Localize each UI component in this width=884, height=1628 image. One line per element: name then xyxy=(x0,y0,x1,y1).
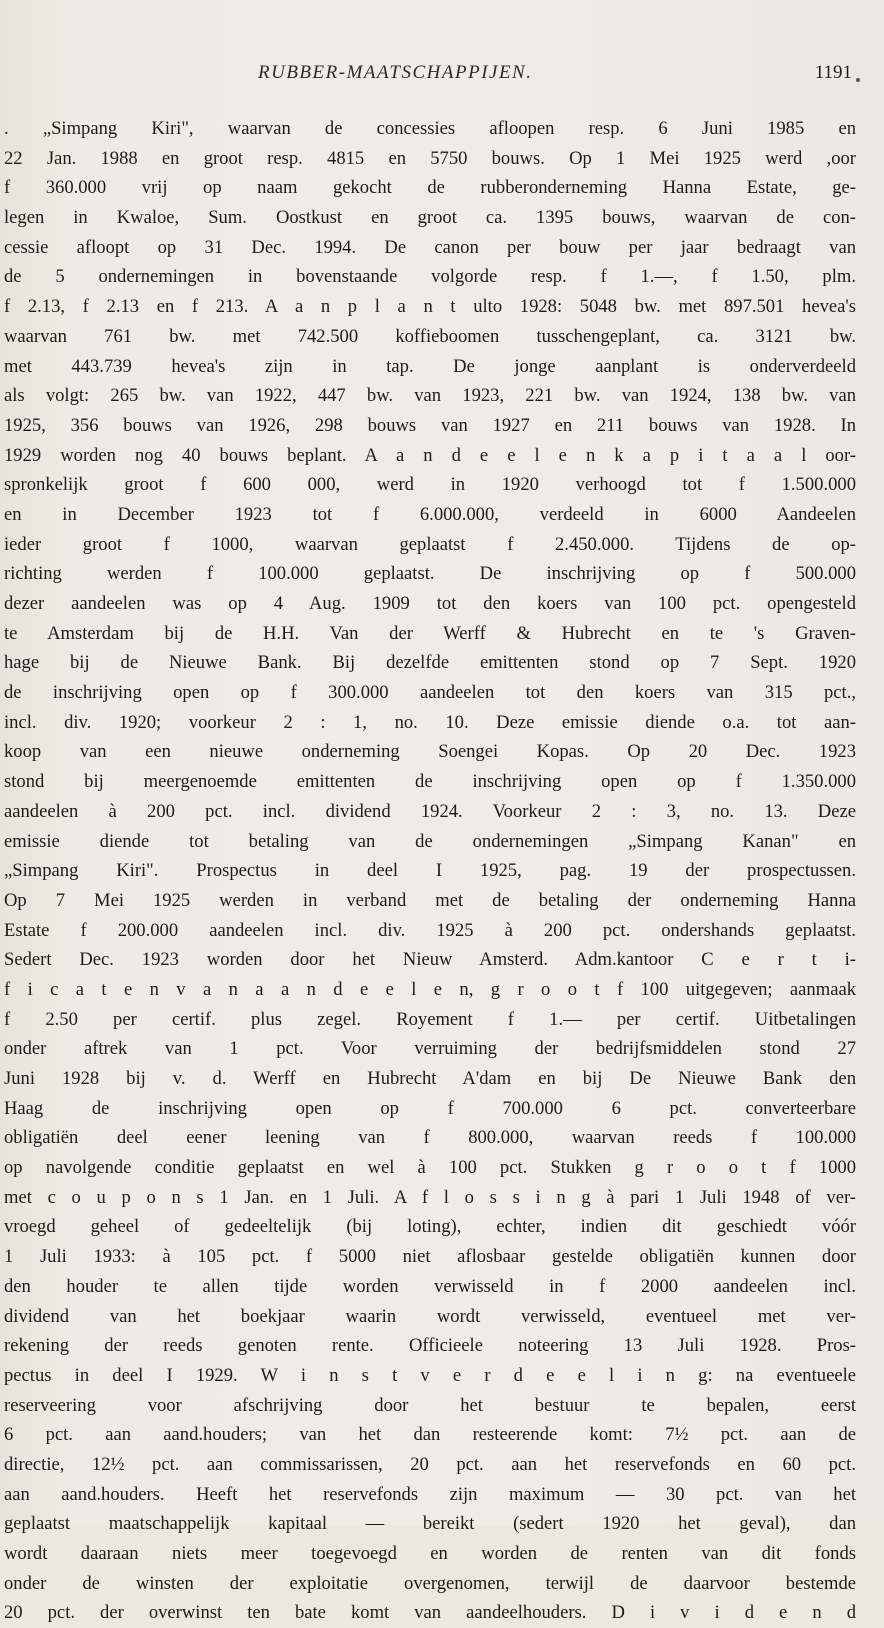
text-line: hage bij de Nieuwe Bank. Bij dezelfde emittenten stond op 7 Sept. 1920 xyxy=(4,652,856,674)
text-line: als volgt: 265 bw. van 1922, 447 bw. van 1923, 221 bw. van 1924, 138 bw. van xyxy=(4,385,856,407)
text-line: richting werden f 100.000 geplaatst. De inschrijving op f 500.000 xyxy=(4,563,856,585)
text-line: de 5 ondernemingen in bovenstaande volgorde resp. f 1.—, f 1.50, plm. xyxy=(4,266,856,288)
text-line: dezer aandeelen was op 4 Aug. 1909 tot den koers van 100 pct. opengesteld xyxy=(4,593,856,614)
text-line: Haag de inschrijving open op f 700.000 6 pct. converteerbare xyxy=(4,1097,856,1119)
print-speck xyxy=(856,78,860,82)
page-number: 1191 xyxy=(814,62,852,83)
text-line: en in December 1923 tot f 6.000.000, verdeeld in 6000 Aandeelen xyxy=(4,503,856,525)
body-text xyxy=(0,114,870,1628)
text-line: onder de winsten der exploitatie overgenomen, terwijl de daarvoor bestemde xyxy=(4,1572,856,1594)
text-line: Estate f 200.000 aandeelen incl. div. 1925 à 200 pct. ondershands geplaatst. xyxy=(4,919,856,941)
text-line: „Simpang Kiri". Prospectus in deel I 1925, pag. 19 der prospectussen. xyxy=(4,860,856,882)
text-line: 22 Jan. 1988 en groot resp. 4815 en 5750 bouws. Op 1 Mei 1925 werd ,oor xyxy=(4,147,856,169)
text-line: incl. div. 1920; voorkeur 2 : 1, no. 10. Deze emissie diende o.a. tot aan- xyxy=(4,711,856,733)
text-line: f i c a t e n v a n a a n d e e l e n, g r o o t f 100 uitgegeven; aanmaak xyxy=(4,978,856,1000)
text-line: legen in Kwaloe, Sum. Oostkust en groot ca. 1395 bouws, waarvan de con- xyxy=(4,207,856,229)
text-line: f 2.50 per certif. plus zegel. Royement f 1.— per certif. Uitbetalingen xyxy=(4,1008,856,1030)
text-line: met 443.739 hevea's zijn in tap. De jonge aanplant is onderverdeeld xyxy=(4,355,856,377)
text-line: aan aand.houders. Heeft het reservefonds zijn maximum — 30 pct. van het xyxy=(4,1483,856,1505)
text-line: stond bij meergenoemde emittenten de inschrijving open op f 1.350.000 xyxy=(4,771,856,793)
text-line: wordt daaraan niets meer toegevoegd en worden de renten van dit fonds xyxy=(4,1543,856,1564)
text-line: dividend van het boekjaar waarin wordt verwisseld, eventueel met ver- xyxy=(4,1305,856,1327)
text-line: onder aftrek van 1 pct. Voor verruiming der bedrijfsmiddelen stond 27 xyxy=(4,1038,856,1060)
text-line: te Amsterdam bij de H.H. Van der Werff & Hubrecht en te 's Graven- xyxy=(4,622,856,644)
text-line: Op 7 Mei 1925 werden in verband met de betaling der onderneming Hanna xyxy=(4,889,856,911)
text-line: 20 pct. der overwinst ten bate komt van aandeelhouders. D i v i d e n d xyxy=(4,1602,856,1624)
text-line: vroegd geheel of gedeeltelijk (bij loting), echter, indien dit geschiedt vóór xyxy=(4,1216,856,1238)
text-line: 1 Juli 1933: à 105 pct. f 5000 niet aflosbaar gestelde obligatiën kunnen door xyxy=(4,1246,856,1268)
text-line: f 2.13, f 2.13 en f 213. A a n p l a n t ulto 1928: 5048 bw. met 897.501 hevea's xyxy=(4,296,856,318)
text-line: 1925, 356 bouws van 1926, 298 bouws van 1927 en 211 bouws van 1928. In xyxy=(4,414,856,436)
text-line: koop van een nieuwe onderneming Soengei Kopas. Op 20 Dec. 1923 xyxy=(4,741,856,763)
text-line: obligatiën deel eener leening van f 800.000, waarvan reeds f 100.000 xyxy=(4,1127,856,1149)
text-line: ieder groot f 1000, waarvan geplaatst f 2.450.000. Tijdens de op- xyxy=(4,533,856,555)
text-line: rekening der reeds genoten rente. Officieele noteering 13 Juli 1928. Pros- xyxy=(4,1335,856,1357)
text-line: emissie diende tot betaling van de ondernemingen „Simpang Kanan" en xyxy=(4,830,856,852)
text-line: . „Simpang Kiri", waarvan de concessies afloopen resp. 6 Juni 1985 en xyxy=(4,118,856,139)
text-line: waarvan 761 bw. met 742.500 koffieboomen tusschengeplant, ca. 3121 bw. xyxy=(4,325,856,347)
text-line: 6 pct. aan aand.houders; van het dan resteerende komt: 7½ pct. aan de xyxy=(4,1424,856,1446)
running-head: RUBBER-MAATSCHAPPIJEN. xyxy=(258,62,533,83)
page-header xyxy=(0,60,884,90)
text-line: aandeelen à 200 pct. incl. dividend 1924. Voorkeur 2 : 3, no. 13. Deze xyxy=(4,800,856,822)
text-line: reserveering voor afschrijving door het bestuur te bepalen, eerst xyxy=(4,1394,856,1416)
text-line: met c o u p o n s 1 Jan. en 1 Juli. A f l o s s i n g à pari 1 Juli 1948 of ver- xyxy=(4,1186,856,1208)
text-line: Sedert Dec. 1923 worden door het Nieuw Amsterd. Adm.kantoor C e r t i- xyxy=(4,949,856,971)
text-line: de inschrijving open op f 300.000 aandeelen tot den koers van 315 pct., xyxy=(4,682,856,704)
text-line: Juni 1928 bij v. d. Werff en Hubrecht A'dam en bij De Nieuwe Bank den xyxy=(4,1068,856,1089)
text-line: 1929 worden nog 40 bouws beplant. A a n d e e l e n k a p i t a a l oor- xyxy=(4,444,856,466)
text-line: directie, 12½ pct. aan commissarissen, 20 pct. aan het reservefonds en 60 pct. xyxy=(4,1453,856,1475)
text-line: geplaatst maatschappelijk kapitaal — bereikt (sedert 1920 het geval), dan xyxy=(4,1513,856,1535)
text-line: op navolgende conditie geplaatst en wel à 100 pct. Stukken g r o o t f 1000 xyxy=(4,1157,856,1179)
text-line: pectus in deel I 1929. W i n s t v e r d e e l i n g: na eventueele xyxy=(4,1364,856,1386)
text-line: f 360.000 vrij op naam gekocht de rubberonderneming Hanna Estate, ge- xyxy=(4,177,856,199)
text-line: den houder te allen tijde worden verwisseld in f 2000 aandeelen incl. xyxy=(4,1275,856,1297)
text-line: spronkelijk groot f 600 000, werd in 1920 verhoogd tot f 1.500.000 xyxy=(4,474,856,496)
text-line: cessie afloopt op 31 Dec. 1994. De canon per bouw per jaar bedraagt van xyxy=(4,236,856,258)
